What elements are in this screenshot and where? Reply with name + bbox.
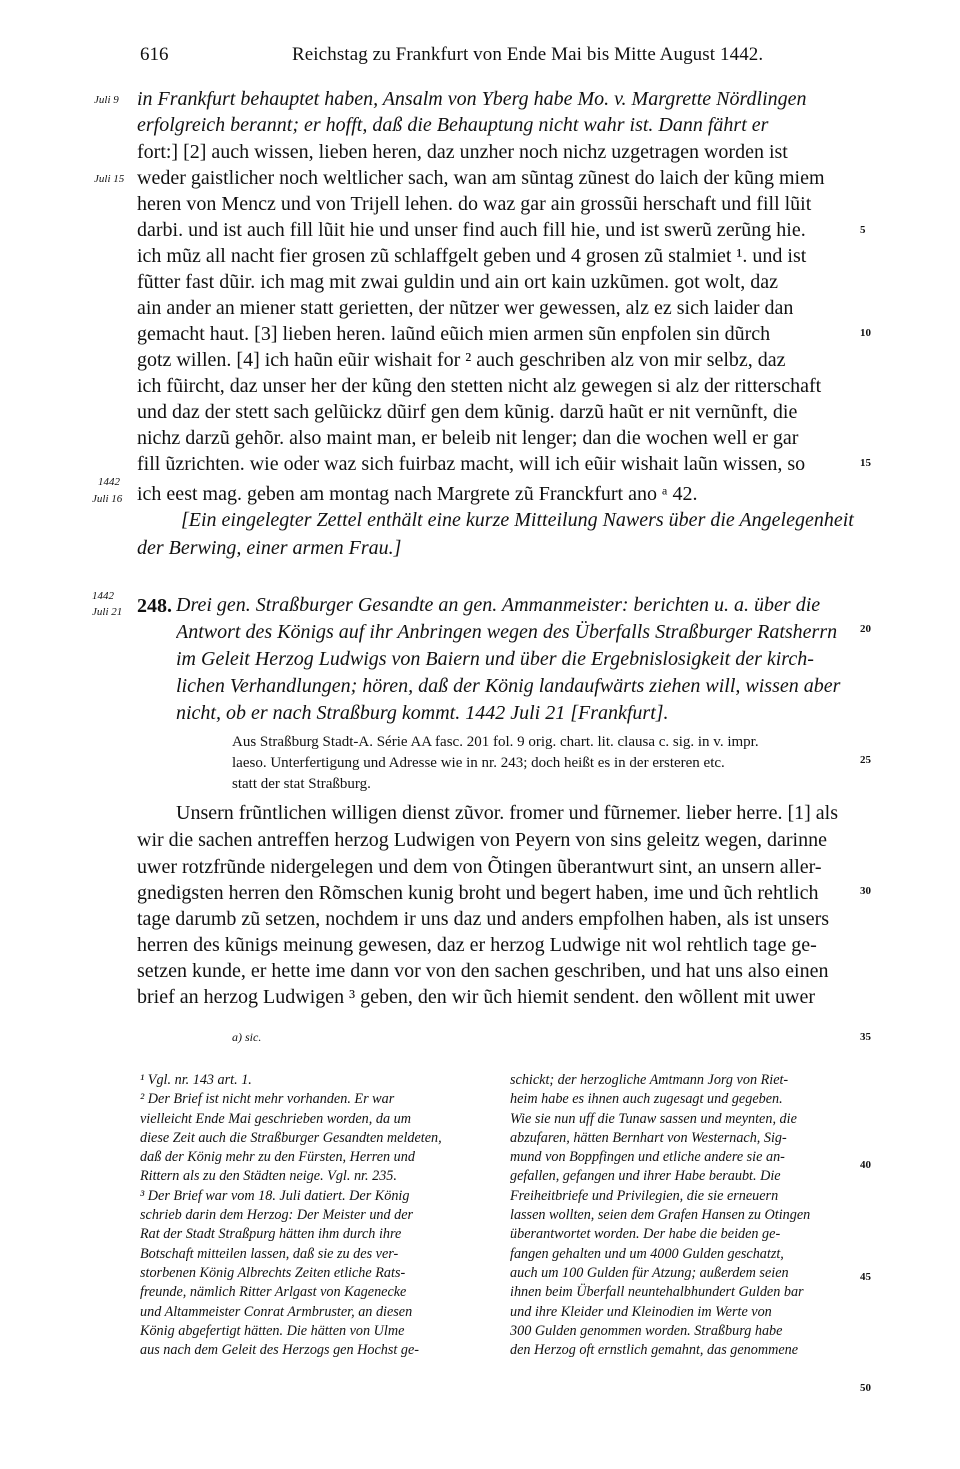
line-number: 10 [860,327,871,339]
footnote-line: ¹ Vgl. nr. 143 art. 1. [140,1072,252,1088]
footnote-line: ³ Der Brief war vom 18. Juli datiert. Der König [140,1187,410,1204]
text-line: ich eest mag. geben am montag nach Margrete zũ Franckfurt ano ᵃ 42. [137,483,698,505]
regest-line: nicht, ob er nach Straßburg kommt. 1442 Juli 21 [Frankfurt]. [176,702,669,724]
letter-line: setzen kunde, er hette ime dann vor von den sachen geschriben, und hat uns also einen [137,960,829,982]
line-number: 15 [860,457,871,469]
text-line: darbi. und ist auch fill lũit hie und unser find auch fill hie, und ist swerũ zerũng hie. [137,219,806,241]
footnote-line: gefallen, gefangen und ihrer Habe beraubt. Die [510,1168,781,1185]
footnote-line: schrieb darin dem Herzog: Der Meister und der [140,1207,414,1224]
footnote-line: auch um 100 Gulden für Atzung; außerdem seien [510,1264,789,1281]
footnote-line: Freiheitbriefe und Privilegien, die sie erneuern [510,1187,779,1204]
footnote-line: König abgefertigt hätten. Die hätten von Ulme [140,1322,405,1339]
footnote-line: freunde, nämlich Ritter Arlgast von Kagenecke [140,1284,407,1301]
margin-date: Juli 9 [94,94,119,106]
footnote-line: lassen wollten, seien dem Grafen Hansen zu Otingen [510,1207,811,1224]
line-number: 20 [860,623,871,635]
footnote-line: 300 Gulden genommen worden. Straßburg habe [510,1322,783,1339]
text-line: heren von Mencz und von Trijell lehen. do waz gar ain grossũi herschaft und fill lũit [137,193,812,215]
source-line: laeso. Unterfertigung und Adresse wie in nr. 243; doch heißt es in der ersteren etc. [232,755,725,771]
line-number: 50 [860,1382,871,1394]
footnote-line: Rittern als zu den Städten neige. Vgl. nr. 235. [140,1168,397,1185]
text-line: und daz der stett sach gelũickz dũirf gen dem kũnig. darzũ haũt er nit vernũnft, die [137,401,798,423]
footnote-line: storbenen König Albrechts Zeiten etliche Rats- [140,1264,406,1281]
footnote-line: und ihre Kleider und Kleinodien im Werte von [510,1303,772,1320]
letter-line: herren des kũnigs meinung gewesen, daz er herzog Ludwige nit wol rehtlich tage ge- [137,934,817,956]
footnote-line: mund von Boppfingen und etliche andere sie an- [510,1149,785,1166]
text-line: gotz willen. [4] ich haũn eũir wishait for ² auch geschriben alz von mir selbz, daz [137,349,786,371]
letter-line: wir die sachen antreffen herzog Ludwigen von Peyern von sins geleitz wegen, darinne [137,829,827,851]
regest-line: im Geleit Herzog Ludwigs von Baiern und über die Ergebnislosigkeit der kirch- [176,648,814,670]
document-number: 248. [137,595,172,617]
letter-line: Unsern frũntlichen willigen dienst zũvor. fromer und fũrnemer. lieber herre. [1] als [176,802,839,824]
text-line: nichz darzũ gehõr. also maint man, er beleib nit lenger; dan die wochen well er gar [137,427,799,449]
source-line: Aus Straßburg Stadt-A. Série AA fasc. 201 fol. 9 orig. chart. lit. clausa c. sig. in v. impr. [232,734,759,750]
source-line: statt der stat Straßburg. [232,776,371,792]
text-line: fort:] [2] auch wissen, lieben heren, daz unzher noch nichz uzgetragen worden ist [137,141,788,163]
textual-footnote: a) sic. [232,1030,262,1044]
running-head: Reichstag zu Frankfurt von Ende Mai bis Mitte August 1442. [292,44,764,65]
letter-line: brief an herzog Ludwigen ³ geben, den wir ũch hiemit sendent. den wõllent mit uwer [137,986,816,1008]
footnote-line: ihnen beim Überfall neuntehalbhundert Gulden bar [510,1284,804,1301]
footnote-line: aus nach dem Geleit des Herzogs gen Hochst ge- [140,1342,419,1359]
editorial-note: der Berwing, einer armen Frau.] [137,537,402,559]
page-header [140,44,854,68]
footnote-line: daß der König mehr zu den Fürsten, Herren und [140,1149,415,1166]
letter-line: gnedigsten herren den Rõmschen kunig broht und begert haben, ime und ũch rehtlich [137,882,819,904]
margin-date: 1442 [98,476,120,488]
text-line: fill ũzrichten. wie oder waz sich fuirbaz macht, will ich eũir wishait laũn wissen, so [137,453,806,475]
text-line: ain ander an miener statt gerietten, der nũtzer wer gewessen, alz ez sich laider dan [137,297,794,319]
footnote-line: Rat der Stadt Straßpurg hätten ihm durch ihre [140,1226,402,1243]
page-number: 616 [140,44,169,65]
text-line: in Frankfurt behauptet haben, Ansalm von Yberg habe Mo. v. Margrette Nördlingen [137,88,807,110]
footnote-line: vielleicht Ende Mai geschrieben worden, da um [140,1110,411,1127]
text-line: ich mũz all nacht fier grosen zũ schlaffgelt geben und 4 grosen zũ stalmiet ¹. und ist [137,245,807,267]
line-number: 30 [860,885,871,897]
footnote-line: schickt; der herzogliche Amtmann Jorg von Riet- [510,1072,789,1088]
text-line: fũtter fast dũir. ich mag mit zwai guldin und ain ort kain uzkũmen. got wolt, daz [137,271,778,293]
text-line: erfolgreich berannt; er hofft, daß die Behauptung nicht wahr ist. Dann fährt er [137,114,769,136]
text-line: ich fũircht, daz unser her der kũng den stetten nicht alz gewegen si alz der ritterschaft [137,375,822,397]
regest-line: Antwort des Königs auf ihr Anbringen wegen des Überfalls Straßburger Ratsherrn [176,621,838,643]
text-line: weder gaistlicher noch weltlicher sach, wan am sũntag zũnest do laich der kũng miem [137,167,825,189]
footnote-line: heim habe es ihnen auch zugesagt und gegeben. [510,1091,783,1108]
footnote-line: diese Zeit auch die Straßburger Gesandten meldeten, [140,1129,442,1146]
line-number: 40 [860,1159,871,1171]
footnote-line: fangen gehalten und um 4000 Gulden geschatzt, [510,1245,784,1262]
editorial-note: [Ein eingelegter Zettel enthält eine kurze Mitteilung Nawers über die Angelegenheit [181,509,854,531]
regest-line: Drei gen. Straßburger Gesandte an gen. Ammanmeister: berichten u. a. über die [176,594,821,616]
regest-line: lichen Verhandlungen; hören, daß der König landaufwärts ziehen will, wissen aber [176,675,841,697]
line-number: 35 [860,1031,871,1043]
footnote-line: Botschaft mitteilen lassen, daß sie zu des ver- [140,1245,399,1262]
text-line: gemacht haut. [3] lieben heren. laũnd eũich mien armen sũn enpfolen sin dũrch [137,323,771,345]
footnote-line: überantwortet worden. Der habe die beiden ge- [510,1226,781,1243]
letter-line: uwer rotzfrũnde nidergelegen und dem von Õtingen ũberantwurt sint, an unsern aller- [137,856,822,878]
margin-date: Juli 16 [92,493,123,505]
footnote-line: abzufaren, hätten Bernhart von Westernach, Sig- [510,1129,787,1146]
margin-date: 1442 [92,590,114,602]
footnote-line: ² Der Brief ist nicht mehr vorhanden. Er war [140,1091,395,1108]
line-number: 25 [860,754,871,766]
line-number: 45 [860,1271,871,1283]
line-number: 5 [860,224,866,236]
footnotes-right-column [510,1071,856,1360]
footnote-line: Wie sie nun uff die Tunaw sassen und meynten, die [510,1110,797,1127]
letter-line: tage darumb zũ setzen, nochdem ir uns daz und anders empfolhen haben, als ist unsers [137,908,830,930]
footnote-line: und Altammeister Conrat Armbruster, an diesen [140,1303,413,1320]
footnotes-left-column [140,1071,486,1360]
footnote-line: den Herzog oft ernstlich gemahnt, das genommene [510,1342,799,1359]
margin-date: Juli 15 [94,173,125,185]
margin-date: Juli 21 [92,606,123,618]
